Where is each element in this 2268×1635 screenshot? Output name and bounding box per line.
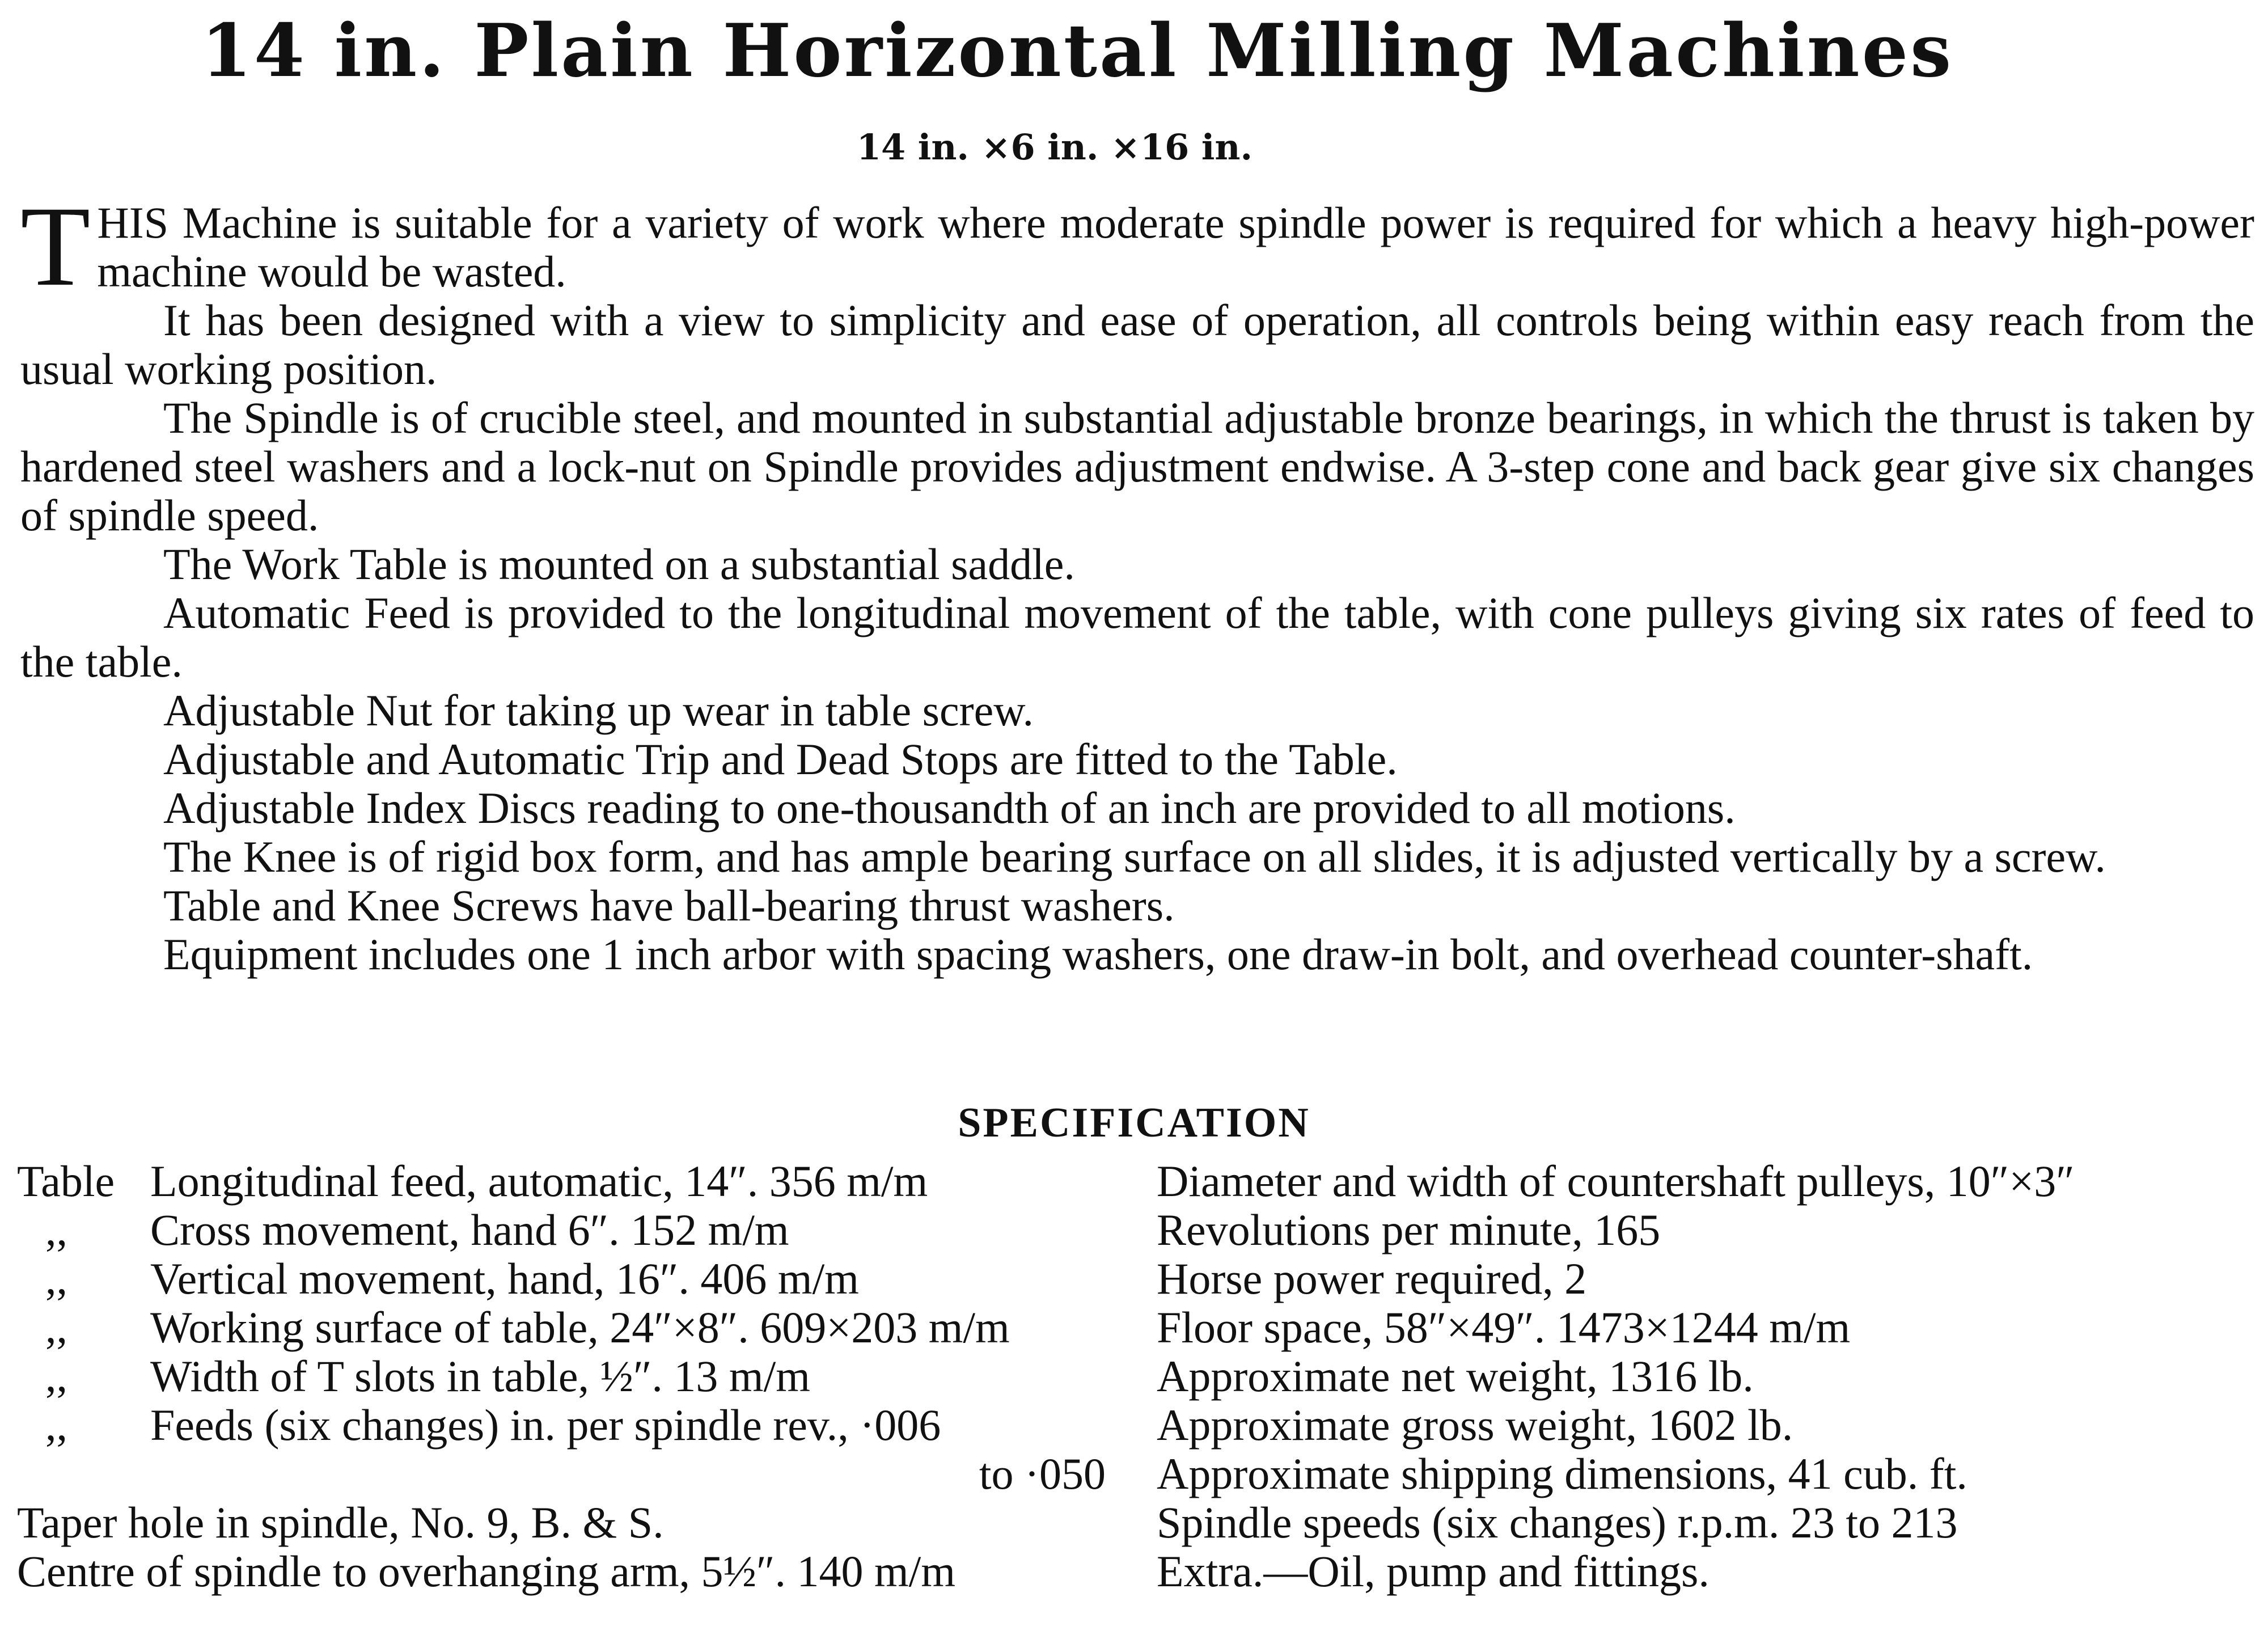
- intro-paragraph-text: HIS Machine is suitable for a variety of work where moderate spindle power is required for which a heavy high-power machine would be wasted.: [97, 198, 2254, 296]
- paragraph-spindle: The Spindle is of crucible steel, and mounted in substantial adjustable bronze bearings, in which the thrust is taken by hardened steel washers and a lock-nut on Spindle provides adjustment endwise. A 3-step cone and back gear give six changes of spindle speed.: [20, 393, 2254, 540]
- spec-item-floor-space: Floor space, 58″×49″. 1473×1244 m/m: [1157, 1303, 1851, 1352]
- spec-item-spindle-speeds: Spindle speeds (six changes) r.p.m. 23 to 213: [1157, 1498, 1958, 1547]
- drop-cap: T: [20, 183, 91, 310]
- spec-row-text: Longitudinal feed, automatic, 14″. 356 m/m: [150, 1156, 928, 1206]
- spec-row-lead: ,,: [45, 1254, 67, 1303]
- spec-row: [17, 1498, 1151, 1547]
- spec-row-text: Centre of spindle to overhanging arm, 5½″. 140 m/m: [17, 1547, 956, 1596]
- paragraph-work-table: The Work Table is mounted on a substantial saddle.: [163, 539, 1075, 589]
- paragraph-knee: The Knee is of rigid box form, and has ample bearing surface on all slides, it is adjusted vertically by a screw.: [163, 832, 2106, 881]
- spec-row: [17, 1254, 1151, 1303]
- spec-item-horse-power: Horse power required, 2: [1157, 1254, 1587, 1303]
- paragraph-trip-stops: Adjustable and Automatic Trip and Dead Stops are fitted to the Table.: [163, 734, 1398, 784]
- spec-item-gross-weight: Approximate gross weight, 1602 lb.: [1157, 1400, 1793, 1450]
- paragraph-automatic-feed: Automatic Feed is provided to the longitudinal movement of the table, with cone pulleys giving six rates of feed to the table.: [20, 588, 2254, 686]
- spec-item-net-weight: Approximate net weight, 1316 lb.: [1157, 1351, 1754, 1401]
- spec-row-lead: ,,: [45, 1205, 67, 1254]
- spec-row: [17, 1157, 1151, 1206]
- paragraph-adjustable-nut: Adjustable Nut for taking up wear in table screw.: [163, 686, 1034, 735]
- specification-left-column: [17, 1157, 1151, 1596]
- page-subtitle: 14 in. ×6 in. ×16 in.: [856, 126, 1253, 168]
- spec-item-revolutions: Revolutions per minute, 165: [1157, 1205, 1661, 1254]
- paragraph-screws: Table and Knee Screws have ball-bearing thrust washers.: [163, 881, 1175, 930]
- spec-row-text: Width of T slots in table, ½″. 13 m/m: [150, 1351, 810, 1401]
- spec-row: [17, 1547, 1151, 1596]
- spec-row: [17, 1303, 1151, 1352]
- spec-row: [17, 1352, 1151, 1401]
- spec-row-text: Cross movement, hand 6″. 152 m/m: [150, 1205, 789, 1254]
- specification-right-column: [1157, 1157, 2262, 1596]
- spec-row-continuation: [17, 1450, 1106, 1498]
- spec-item-shipping-dimensions: Approximate shipping dimensions, 41 cub. ft.: [1157, 1449, 1967, 1498]
- spec-row-text: to ·050: [979, 1449, 1106, 1498]
- spec-item-pulleys: Diameter and width of countershaft pulleys, 10″×3″: [1157, 1156, 2075, 1206]
- paragraph-design: It has been designed with a view to simplicity and ease of operation, all controls being within easy reach from the usual working position.: [20, 295, 2254, 394]
- spec-item-extras: Extra.—Oil, pump and fittings.: [1157, 1547, 1710, 1596]
- paragraph-index-discs: Adjustable Index Discs reading to one-thousandth of an inch are provided to all motions.: [163, 783, 1736, 833]
- spec-row-lead: ,,: [45, 1303, 67, 1352]
- spec-row-text: Feeds (six changes) in. per spindle rev., ·006: [150, 1400, 941, 1450]
- spec-row-lead: ,,: [45, 1351, 67, 1401]
- specification-heading: SPECIFICATION: [958, 1100, 1310, 1146]
- spec-row-text: Vertical movement, hand, 16″. 406 m/m: [150, 1254, 859, 1303]
- spec-row: [17, 1206, 1151, 1254]
- spec-row: [17, 1401, 1151, 1450]
- intro-paragraph: [20, 183, 2254, 310]
- paragraph-equipment: Equipment includes one 1 inch arbor with spacing washers, one draw-in bolt, and overhead counter-shaft.: [163, 930, 2033, 979]
- spec-row-text: Taper hole in spindle, No. 9, B. & S.: [17, 1498, 664, 1547]
- spec-row-lead: Table: [17, 1156, 115, 1206]
- spec-row-lead: ,,: [45, 1400, 67, 1450]
- page-title: 14 in. Plain Horizontal Milling Machines: [201, 9, 1954, 94]
- spec-row-text: Working surface of table, 24″×8″. 609×203 m/m: [150, 1303, 1010, 1352]
- description-body: [20, 183, 2254, 979]
